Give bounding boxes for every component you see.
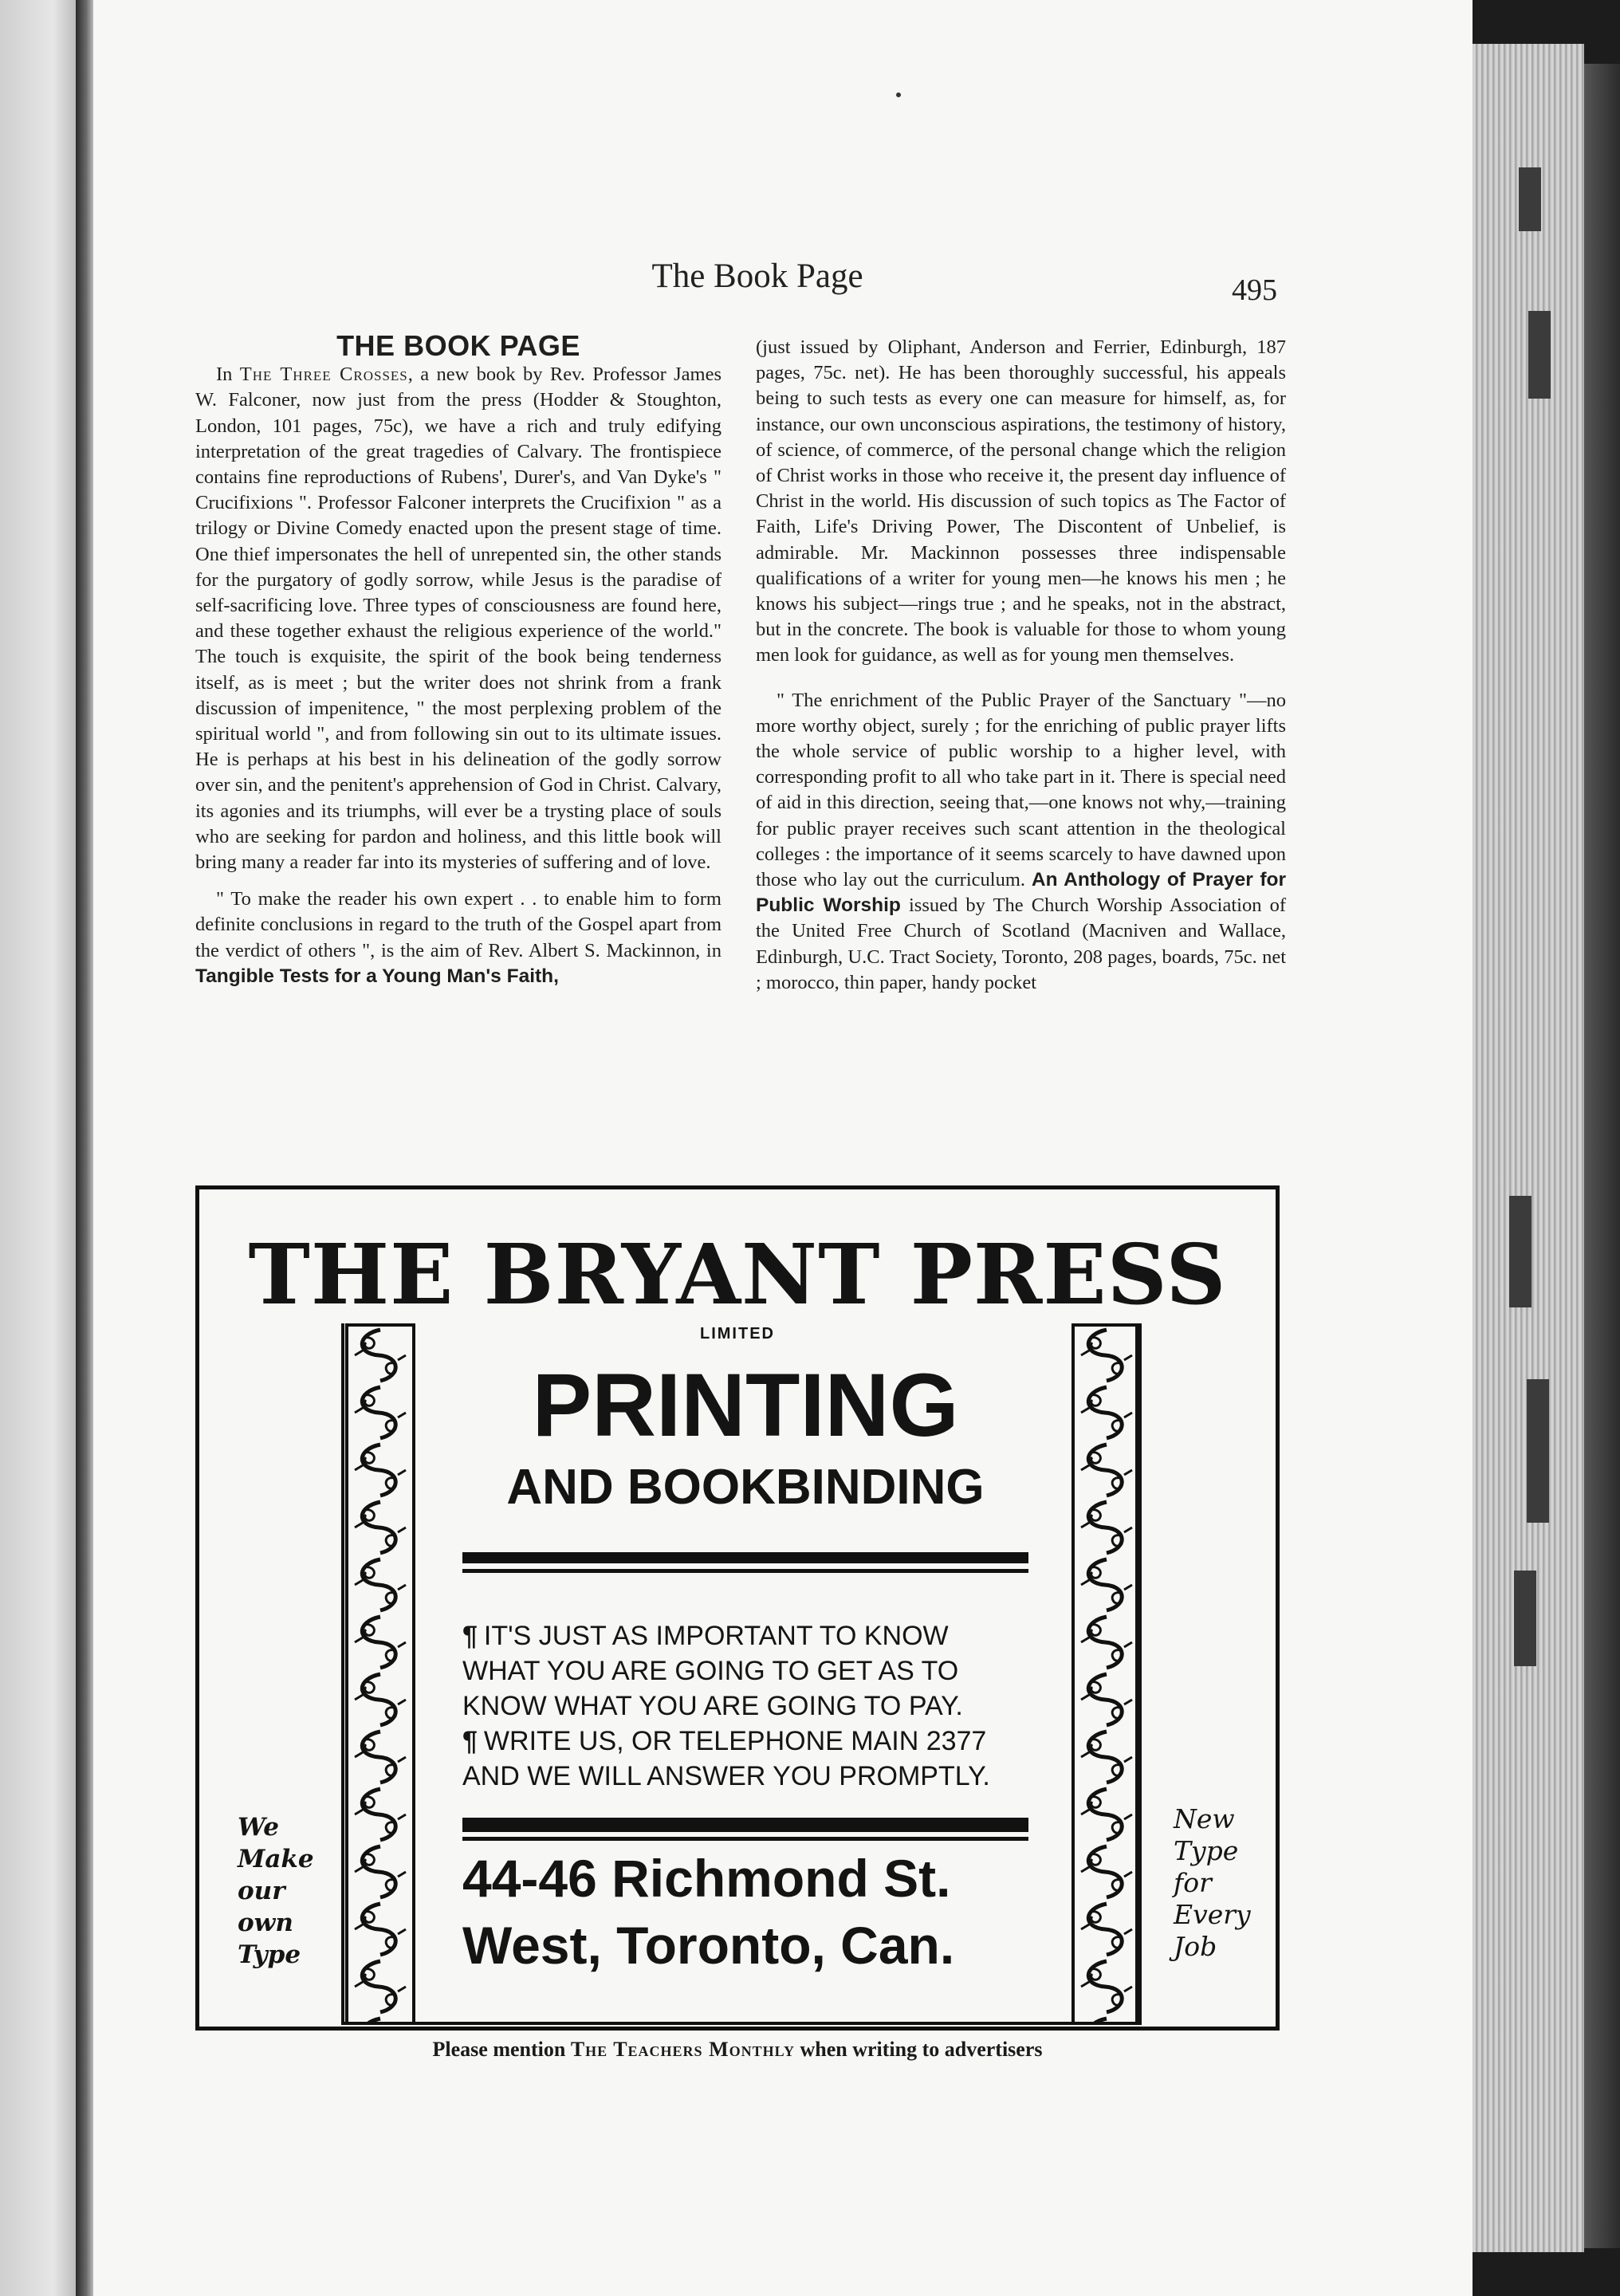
book-cover-edge: [1584, 64, 1620, 2248]
side-note-word: Make: [238, 1845, 314, 1873]
edge-mark: [1528, 311, 1551, 399]
ad-body-line: AND WE WILL ANSWER YOU PROMPTLY.: [462, 1761, 990, 1791]
book-title: An Anthology of Prayer for Public Worship: [756, 869, 1286, 917]
ad-body-line: [462, 1724, 1052, 1759]
ad-address-line: 44-46 Richmond St.: [462, 1849, 951, 1908]
scroll-ornament-graphic: [1075, 1327, 1138, 2022]
scroll-ornament-left: [345, 1323, 415, 2025]
ad-thin-rule: [462, 1837, 1028, 1841]
magazine-name: The Teachers Monthly: [570, 2038, 795, 2061]
section-heading: THE BOOK PAGE: [336, 329, 580, 362]
book-title: The Three Crosses: [239, 364, 408, 386]
ad-company-name: THE BRYANT PRESS: [248, 1225, 1227, 1323]
side-note-word: New: [1174, 1803, 1235, 1834]
side-note-word: for: [1174, 1867, 1212, 1898]
right-column: [756, 335, 1286, 996]
ad-printing: PRINTING: [532, 1355, 959, 1455]
book-title: Tangible Tests for a Young Man's Faith,: [195, 965, 559, 987]
text-run: " To make the reader his own expert . . to enable him to form definite conclusions in regard to the truth of the Gospel apart from the verdict of others ", is the aim of Rev. Albert S. Mackinnon, in: [195, 888, 722, 961]
footer-text: when writing to advertisers: [794, 2038, 1043, 2061]
pilcrow-icon: ¶: [462, 1726, 478, 1756]
side-note-word: Every: [1174, 1899, 1251, 1930]
ad-thin-rule: [462, 1569, 1028, 1573]
advertiser-footer-note: [195, 2038, 1280, 2062]
edge-mark: [1509, 1196, 1532, 1307]
ink-dot: [896, 92, 901, 97]
ad-heavy-rule: [462, 1552, 1028, 1563]
review-paragraph: [756, 688, 1286, 996]
ad-body-line: KNOW WHAT YOU ARE GOING TO PAY.: [462, 1691, 963, 1721]
side-note-word: Job: [1174, 1931, 1217, 1962]
ad-body-line: [462, 1618, 1052, 1653]
side-note-word: our: [238, 1877, 285, 1905]
ad-bookbinding: AND BOOKBINDING: [506, 1460, 985, 1515]
edge-mark: [1519, 167, 1541, 231]
ad-address-line: West, Toronto, Can.: [462, 1916, 955, 1975]
side-note-word: own: [238, 1909, 293, 1937]
ad-line-text: WRITE US, OR TELEPHONE MAIN 2377: [483, 1726, 987, 1756]
ad-limited: LIMITED: [700, 1325, 775, 1343]
pilcrow-icon: ¶: [462, 1621, 478, 1651]
edge-mark: [1527, 1379, 1549, 1523]
side-note-word: Type: [1174, 1835, 1239, 1866]
running-head: The Book Page: [651, 258, 863, 295]
book-gutter: [76, 0, 93, 2296]
review-paragraph: [195, 362, 722, 875]
ad-address: [462, 1845, 1052, 1979]
text-run: In: [216, 364, 240, 386]
paragraph-gap: [195, 875, 722, 887]
bryant-press-advertisement: [195, 1185, 1280, 2031]
text-run: " The enrichment of the Public Prayer of the Sanctuary "—no more worthy object, surely ; for the enriching of public prayer lifts the whole service of public worship to a higher level, with corresponding profit to all who take part in it. There is special need of aid in this direction, seeing that,—one knows not why,—training for public prayer receives such scant attention in the theological colleges : the importance of it seems scarcely to have dawned upon those who lay out the curriculum.: [756, 689, 1286, 891]
text-run: issued by The Church Worship Association of the United Free Church of Scotland (Macniven and Wallace, Edinburgh, U.C. Tract Society, Toronto, 208 pages, boards, 75c. net ; morocco, thin paper, handy pocket: [756, 894, 1286, 993]
scroll-ornament-right: [1071, 1323, 1142, 2025]
paragraph-gap: [756, 669, 1286, 688]
footer-text: Please mention: [432, 2038, 571, 2061]
ad-line-text: IT'S JUST AS IMPORTANT TO KNOW: [483, 1621, 949, 1651]
page-number: 495: [1232, 273, 1277, 307]
text-run: , a new book by Rev. Professor James W. Falconer, now just from the press (Hodder & Stoughton, London, 101 pages, 75c), we have a rich and truly edifying interpretation of the great tragedies of Calvary. The frontispiece contains fine reproductions of Rubens', Durer's, and Van Dyke's " Crucifixions ". Professor Falconer interprets the Crucifixion " as a trilogy or Divine Comedy enacted upon the present stage of time. One thief impersonates the hell of unrepented sin, the other stands for the purgatory of godly sorrow, while Jesus is the paradise of self-sacrificing love. Three types of consciousness are found here, and these together exhaust the religious experience of the world." The touch is exquisite, the spirit of the book being tenderness itself, as is meet ; but the writer does not shrink from a frank discussion of impenitence, " the most perplexing problem of the spiritual world ", and from following sin out to its ultimate issues. He is perhaps at his best in his delineation of the godly sorrow over sin, and the penitent's apprehension of God in Christ. Calvary, its agonies and its triumphs, will ever be a trysting place of souls who are seeking for pardon and holiness, and this little book will bring many a reader far into its mysteries of suffering and of love.: [195, 364, 722, 874]
ad-frame-rule: [343, 2022, 1140, 2025]
facing-page-edge: [0, 0, 76, 2296]
review-paragraph: (just issued by Oliphant, Anderson and Ferrier, Edinburgh, 187 pages, 75c. net). He has been thoroughly successful, his appeals being to such tests as every one can measure for himself, as, for instance, our own unconscious aspirations, the testimony of history, of science, of commerce, of the personal change which the religion of Christ works in those who receive it, the present day influence of Christ in the world. His discussion of such topics as The Factor of Faith, Life's Driving Power, The Discontent of Unbelief, is admirable. Mr. Mackinnon possesses three indispensable qualifications of a writer for young men—he knows his men ; he knows his subject—rings true ; and he speaks, not in the abstract, but in the concrete. The book is valuable for those to whom young men look for guidance, as well as for young men themselves.: [756, 336, 1286, 666]
edge-mark: [1514, 1571, 1536, 1666]
ad-body-line: WHAT YOU ARE GOING TO GET AS TO: [462, 1656, 959, 1686]
review-paragraph: [195, 887, 722, 989]
ad-heavy-rule: [462, 1818, 1028, 1832]
left-column: [195, 329, 722, 989]
edge-marks: [1479, 136, 1575, 2176]
side-note-word: Type: [238, 1940, 301, 1969]
side-note-word: We: [238, 1813, 280, 1842]
ad-frame-rule: [341, 1323, 344, 2025]
ad-body-text: [462, 1618, 1052, 1794]
ad-side-note-left: [238, 1811, 333, 1971]
ad-side-note-right: [1174, 1803, 1269, 1963]
scroll-ornament-graphic: [348, 1327, 412, 2022]
